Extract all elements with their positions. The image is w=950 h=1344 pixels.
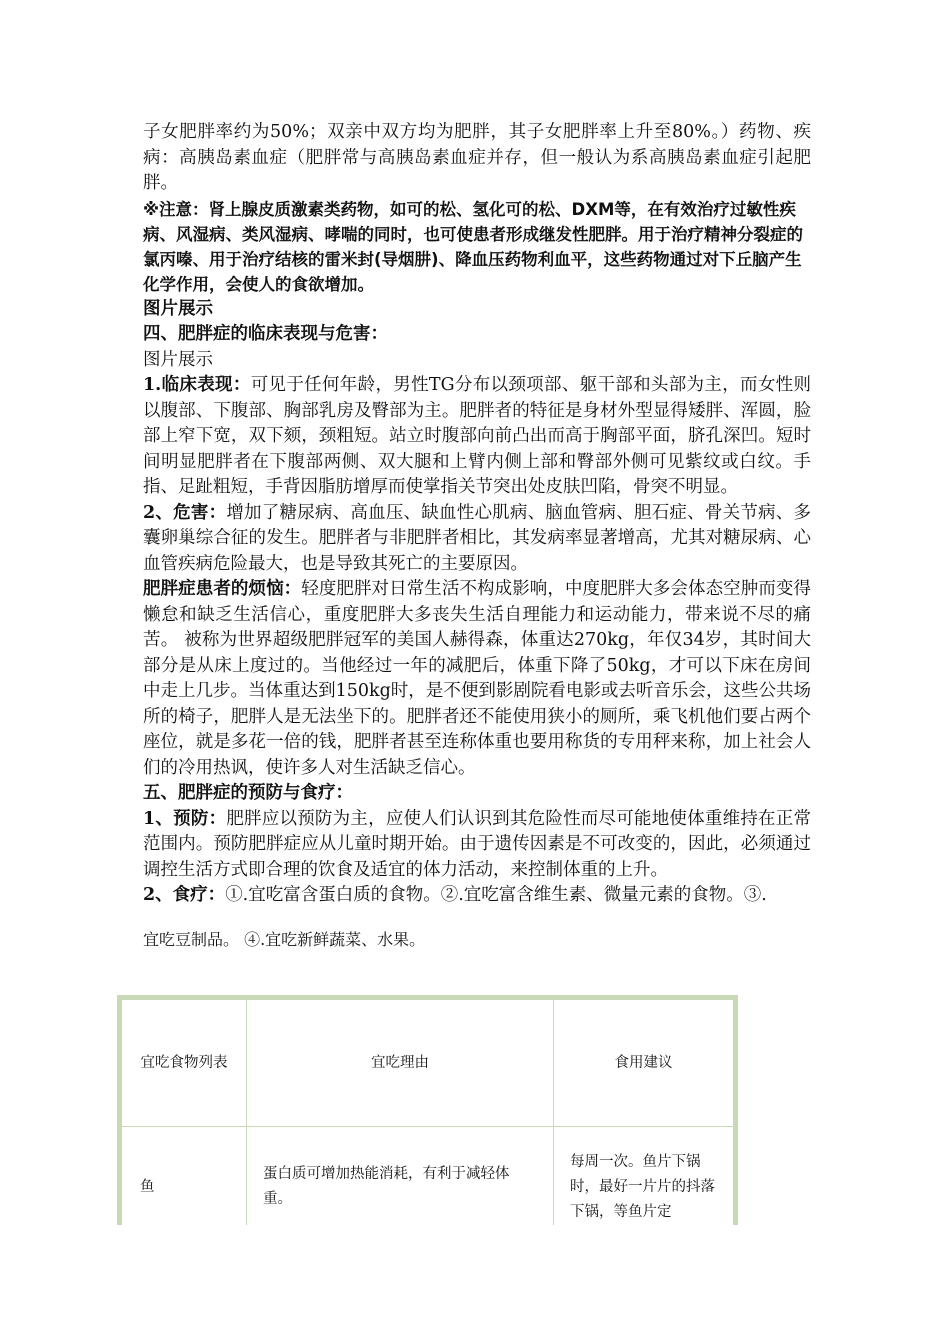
prevent-label: 1、预防： (143, 808, 227, 829)
image-placeholder-2: 图片展示 (143, 349, 213, 370)
header-reason: 宜吃理由 (247, 1000, 554, 1127)
cell-food: 鱼 (122, 1127, 247, 1226)
image-placeholder-1: 图片展示 (143, 298, 213, 319)
diet-continuation: 宜吃豆制品。 ④.宜吃新鲜蔬菜、水果。 (143, 929, 426, 949)
table-header-row (122, 1000, 734, 1127)
diet-label: 2、食疗： (143, 885, 226, 905)
prevent-text: 肥胖应以预防为主，应使人们认识到其危险性而尽可能地使体重维持在正常范围内。预防肥胖症应从儿童时期开始。由于遗传因素是不可改变的，因此，必须通过调控生活方式即合理的饮食及适宜的体力活动，来控制体重的上升。 (143, 808, 811, 880)
clinical-label: 1.临床表现： (143, 375, 251, 395)
harm-text: 增加了糖尿病、高血压、缺血性心肌病、脑血管病、胆石症、骨关节病、多囊卵巢综合征的发生。肥胖者与非肥胖者相比，其发病率显著增高，尤其对糖尿病、心血管疾病危险最大，也是导致其死亡的主要原因。 (143, 502, 811, 574)
paragraph-prevent (143, 807, 811, 884)
table-row (122, 1127, 734, 1226)
document-body (143, 120, 811, 953)
paragraph-trouble (143, 577, 811, 781)
section-heading-4: 四、肥胖症的临床表现与危害： (143, 324, 388, 344)
paragraph-causes: 子女肥胖率约为50%；双亲中双方均为肥胖，其子女肥胖率上升至80%。）药物、疾病：高胰岛素血症（肥胖常与高胰岛素血症并存，但一般认为系高胰岛素血症引起肥胖。 (143, 122, 811, 193)
trouble-label: 肥胖症患者的烦恼： (143, 579, 302, 599)
cell-reason: 蛋白质可增加热能消耗，有利于减轻体重。 (247, 1127, 554, 1226)
trouble-text: 轻度肥胖对日常生活不构成影响，中度肥胖大多会体态空肿而变得懒怠和缺乏生活信心，重度肥胖大多丧失生活自理能力和运动能力，带来说不尽的痛苦。 被称为世界超级肥胖冠军的美国人赫得森，体重达270kg，年仅34岁，其时间大部分是从床上度过的。当他经过一年的减肥后，体重下降了50kg，才可以下床在房间中走上几步。当体重达到150kg时，是不便到影剧院看电影或去听音乐会，这些公共场所的椅子，肥胖人是无法坐下的。肥胖者还不能使用狭小的厕所，乘飞机他们要占两个座位，就是多花一倍的钱，肥胖者甚至连称体重也要用称货的专用秤来称，加上社会人们的冷用热讽，使许多人对生活缺乏信心。 (143, 579, 812, 778)
header-food-list: 宜吃食物列表 (122, 1000, 247, 1127)
harm-label: 2、危害： (143, 502, 227, 523)
note-paragraph: ※注意：肾上腺皮质激素类药物，如可的松、氢化可的松、DXM等，在有效治疗过敏性疾病、风湿病、类风湿病、哮喘的同时，也可使患者形成继发性肥胖。用于治疗精神分裂症的氯丙嗪、用于治疗结核的雷米封(导烟肼)、降血压药物利血平，这些药物通过对下丘脑产生化学作用，会使人的食欲增加。 (143, 199, 803, 294)
paragraph-clinical (143, 373, 811, 501)
food-table (117, 995, 738, 1225)
header-suggestion: 食用建议 (554, 1000, 734, 1127)
diet-text: ①.宜吃富含蛋白质的食物。②.宜吃富含维生素、微量元素的食物。③. (225, 885, 767, 905)
cell-suggestion: 每周一次。鱼片下锅时，最好一片片的抖落下锅，等鱼片定 (554, 1127, 734, 1226)
paragraph-diet (143, 883, 811, 909)
section-heading-5: 五、肥胖症的预防与食疗： (143, 783, 353, 803)
paragraph-harm (143, 501, 811, 578)
clinical-text: 可见于任何年龄，男性TG分布以颈项部、躯干部和头部为主，而女性则以腹部、下腹部、胸部乳房及臀部为主。肥胖者的特征是身材外型显得矮胖、浑圆，脸部上窄下宽，双下颏，颈粗短。站立时腹部向前凸出而高于胸部平面，脐孔深凹。短时间明显肥胖者在下腹部两侧、双大腿和上臂内侧上部和臀部外侧可见紫纹或白纹。手指、足趾粗短，手背因脂肪增厚而使掌指关节突出处皮肤凹陷，骨突不明显。 (143, 375, 811, 497)
